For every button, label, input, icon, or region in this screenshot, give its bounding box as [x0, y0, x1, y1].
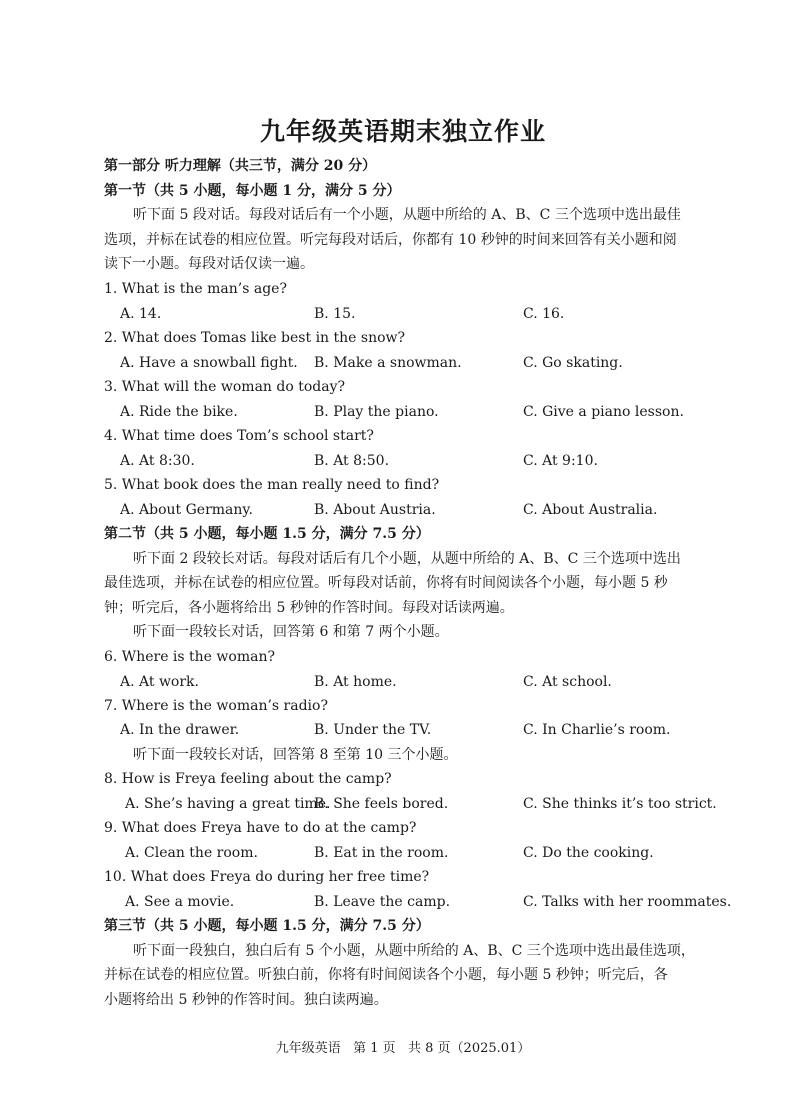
question-5: 5. What book does the man really need to find?	[104, 477, 440, 493]
option-a: A. Clean the room.	[125, 845, 258, 861]
section3-instruction-line: 听下面一段独白，独白后有 5 个小题，从题中所给的 A、B、C 三个选项中选出最佳选项，	[133, 943, 695, 959]
option-b: B. Leave the camp.	[314, 894, 451, 910]
option-b: B. At 8:50.	[314, 453, 390, 469]
part1-header: 第一部分 听力理解（共三节，满分 20 分）	[104, 158, 377, 174]
option-c: C. At 9:10.	[523, 453, 598, 469]
section1-instruction-line: 听下面 5 段对话。每段对话后有一个小题，从题中所给的 A、B、C 三个选项中选出最佳	[133, 207, 681, 223]
option-a: A. She’s having a great time.	[125, 796, 331, 812]
question-9: 9. What does Freya have to do at the camp?	[104, 820, 417, 836]
option-b: B. Under the TV.	[314, 722, 432, 738]
option-a: A. In the drawer.	[120, 722, 240, 738]
option-b: B. Make a snowman.	[314, 355, 462, 371]
section2-instruction-line: 最佳选项，并标在试卷的相应位置。听每段对话前，你将有时间阅读各个小题，每小题 5 秒	[104, 575, 668, 591]
question-10: 10. What does Freya do during her free time?	[104, 869, 430, 885]
option-a: A. Ride the bike.	[120, 404, 238, 420]
question-3: 3. What will the woman do today?	[104, 379, 346, 395]
section1-instruction-line: 读下一小题。每段对话仅读一遍。	[104, 256, 314, 272]
option-c: C. 16.	[523, 306, 565, 322]
question-4: 4. What time does Tom’s school start?	[104, 428, 374, 444]
page-title: 九年级英语期末独立作业	[259, 117, 546, 146]
option-a: A. At work.	[120, 674, 199, 690]
option-c: C. She thinks it’s too strict.	[523, 796, 717, 812]
option-c: C. About Australia.	[523, 502, 658, 518]
option-c: C. Talks with her roommates.	[523, 894, 732, 910]
option-b: B. Play the piano.	[314, 404, 439, 420]
option-a: A. About Germany.	[120, 502, 253, 518]
option-b: B. She feels bored.	[314, 796, 449, 812]
option-a: A. 14.	[120, 306, 162, 322]
question-1: 1. What is the man’s age?	[104, 281, 287, 297]
question-6: 6. Where is the woman?	[104, 649, 275, 665]
section1-instruction-line: 选项，并标在试卷的相应位置。听完每段对话后，你都有 10 秒钟的时间来回答有关小题和阅	[104, 232, 677, 248]
option-c: C. Give a piano lesson.	[523, 404, 684, 420]
section3-header: 第三节（共 5 小题，每小题 1.5 分，满分 7.5 分）	[104, 918, 430, 934]
section2-instruction-line: 钟；听完后，各小题将给出 5 秒钟的作答时间。每段对话读两遍。	[104, 600, 514, 616]
option-a: A. At 8:30.	[120, 453, 195, 469]
option-c: C. At school.	[523, 674, 612, 690]
option-a: A. Have a snowball fight.	[120, 355, 298, 371]
section3-instruction-line: 小题将给出 5 秒钟的作答时间。独白读两遍。	[104, 992, 388, 1008]
option-b: B. Eat in the room.	[314, 845, 449, 861]
option-b: B. 15.	[314, 306, 356, 322]
section2-subinstruction: 听下面一段较长对话，回答第 8 至第 10 三个小题。	[133, 747, 458, 763]
option-c: C. In Charlie’s room.	[523, 722, 671, 738]
question-2: 2. What does Tomas like best in the snow?	[104, 330, 406, 346]
question-8: 8. How is Freya feeling about the camp?	[104, 771, 392, 787]
section2-subinstruction: 听下面一段较长对话，回答第 6 和第 7 两个小题。	[133, 624, 449, 640]
option-b: B. At home.	[314, 674, 397, 690]
page-footer: 九年级英语 第 1 页 共 8 页（2025.01）	[275, 1041, 531, 1056]
section2-header: 第二节（共 5 小题，每小题 1.5 分，满分 7.5 分）	[104, 526, 430, 542]
section1-header: 第一节（共 5 小题，每小题 1 分，满分 5 分）	[104, 183, 401, 199]
option-c: C. Do the cooking.	[523, 845, 654, 861]
option-c: C. Go skating.	[523, 355, 623, 371]
option-b: B. About Austria.	[314, 502, 436, 518]
section2-instruction-line: 听下面 2 段较长对话。每段对话后有几个小题，从题中所给的 A、B、C 三个选项中选出	[133, 551, 681, 567]
option-a: A. See a movie.	[125, 894, 235, 910]
question-7: 7. Where is the woman’s radio?	[104, 698, 328, 714]
section3-instruction-line: 并标在试卷的相应位置。听独白前，你将有时间阅读各个小题，每小题 5 秒钟；听完后，各	[104, 967, 668, 983]
